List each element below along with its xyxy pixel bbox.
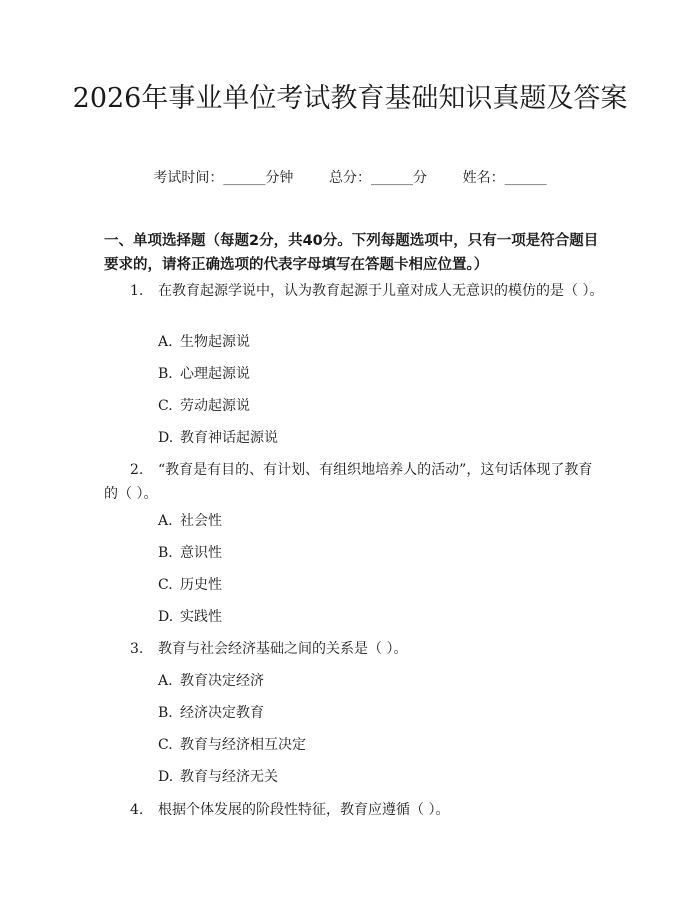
- option-text: 教育神话起源说: [180, 430, 278, 446]
- option-letter: C.: [158, 737, 173, 753]
- option-letter: C.: [158, 398, 173, 414]
- option-letter: A.: [158, 673, 173, 689]
- section-heading: 一、单项选择题（每题2分，共40分。下列每题选项中，只有一项是符合题目要求的，请将正确选项的代表字母填写在答题卡相应位置。）: [104, 233, 599, 273]
- question-number: 4.: [130, 802, 144, 818]
- document-title: 2026年事业单位考试教育基础知识真题及答案: [72, 83, 628, 114]
- option-letter: A.: [158, 334, 173, 350]
- question-3-option-a: [158, 671, 264, 691]
- option-text: 教育与经济无关: [180, 769, 278, 785]
- option-letter: B.: [158, 366, 173, 382]
- option-text: 劳动起源说: [180, 398, 250, 414]
- question-stem: 教育与社会经济基础之间的关系是（ ）。: [158, 641, 408, 657]
- option-text: 教育决定经济: [180, 673, 264, 689]
- question-3-option-c: [158, 735, 306, 755]
- question-stem: “教育是有目的、有计划、有组织地培养人的活动”，这句话体现了教育的（ ）。: [104, 462, 593, 502]
- option-text: 意识性: [180, 545, 222, 561]
- question-2-option-d: [158, 607, 222, 627]
- question-1: [104, 279, 604, 303]
- name-field: 姓名：______: [462, 170, 547, 186]
- question-3: [104, 637, 604, 661]
- option-text: 生物起源说: [180, 334, 250, 350]
- option-letter: A.: [158, 513, 173, 529]
- question-1-option-b: [158, 364, 250, 384]
- exam-meta: [0, 168, 700, 188]
- option-letter: D.: [158, 769, 174, 785]
- question-2: [104, 458, 604, 506]
- option-text: 心理起源说: [180, 366, 250, 382]
- question-number: 3.: [130, 641, 144, 657]
- question-stem: 在教育起源学说中，认为教育起源于儿童对成人无意识的模仿的是（ ）。: [158, 283, 604, 299]
- question-4: [104, 798, 604, 822]
- option-text: 经济决定教育: [180, 705, 264, 721]
- question-2-option-a: [158, 511, 222, 531]
- question-2-option-b: [158, 543, 222, 563]
- question-1-option-a: [158, 332, 250, 352]
- option-text: 教育与经济相互决定: [180, 737, 306, 753]
- question-stem: 根据个体发展的阶段性特征，教育应遵循（ ）。: [158, 802, 450, 818]
- question-3-option-b: [158, 703, 264, 723]
- option-letter: D.: [158, 609, 174, 625]
- option-text: 实践性: [180, 609, 222, 625]
- option-letter: B.: [158, 705, 173, 721]
- option-text: 历史性: [180, 577, 222, 593]
- option-letter: C.: [158, 577, 173, 593]
- exam-time-field: 考试时间：______分钟: [153, 170, 294, 186]
- option-text: 社会性: [180, 513, 222, 529]
- question-1-option-d: [158, 428, 278, 448]
- total-score-field: 总分：______分: [329, 170, 427, 186]
- question-3-option-d: [158, 767, 278, 787]
- option-letter: D.: [158, 430, 174, 446]
- question-number: 2.: [130, 462, 144, 478]
- question-2-option-c: [158, 575, 222, 595]
- option-letter: B.: [158, 545, 173, 561]
- question-number: 1.: [130, 283, 144, 299]
- question-1-option-c: [158, 396, 250, 416]
